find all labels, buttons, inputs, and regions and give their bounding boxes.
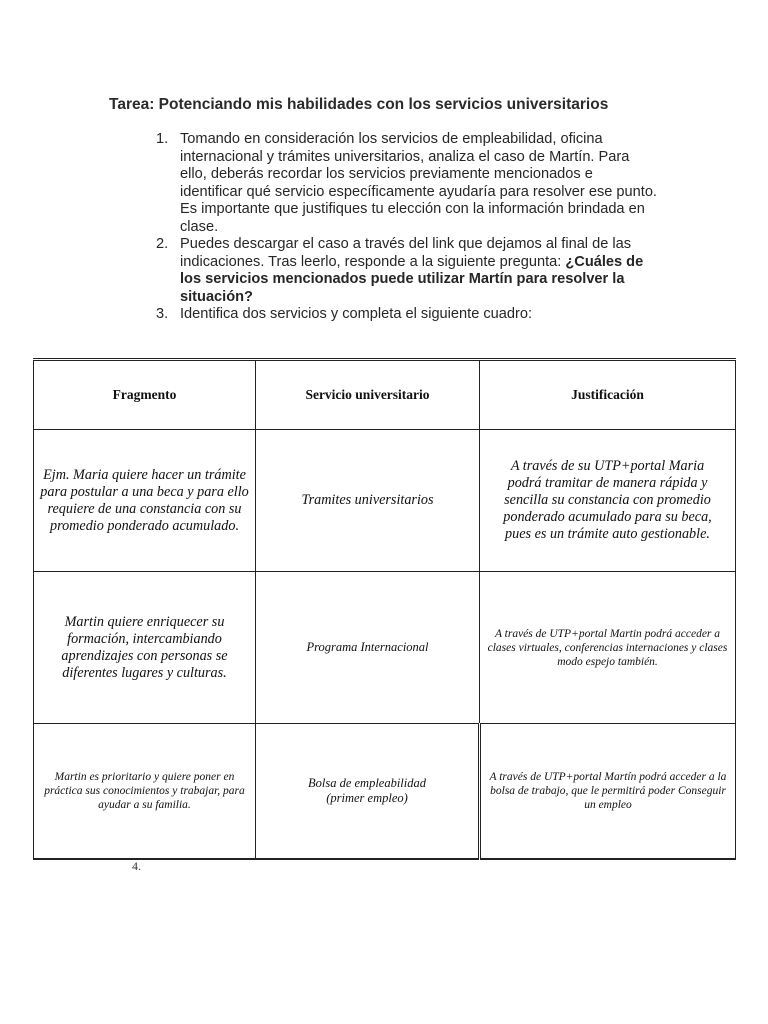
cell-servicio: Tramites universitarios	[256, 430, 480, 572]
table-row	[34, 724, 736, 859]
instruction-number: 3.	[156, 306, 169, 322]
instruction-text: Tomando en consideración los servicios de empleabilidad, oficina internacional y trámites universitarios, analiza el caso de Martín. Para ello, deberás recordar los servicios previamente mencionados e identificar qué servicio específicamente ayudaría para resolver ese punto. Es importante que justifiques tu elección con la información brindada en clase.	[180, 131, 657, 235]
instruction-text: Identifica dos servicios y completa el siguiente cuadro:	[180, 306, 533, 322]
instruction-item-2	[156, 236, 658, 306]
table-row	[34, 572, 736, 724]
cell-fragmento: Martin quiere enriquecer su formación, intercambiando aprendizajes con personas se diferentes lugares y culturas.	[34, 572, 256, 724]
cell-servicio: Programa Internacional	[256, 572, 480, 724]
instruction-item-3	[156, 306, 658, 324]
instructions-list	[156, 131, 658, 324]
header-fragmento: Fragmento	[34, 360, 256, 430]
services-table	[33, 358, 736, 860]
instruction-text: Puedes descargar el caso a través del link que dejamos al final de las indicaciones. Tras leerlo, responde a la siguiente pregunta:	[180, 236, 632, 270]
header-justificacion: Justificación	[480, 360, 736, 430]
instruction-number: 2.	[156, 236, 169, 252]
cell-justificacion: A través de su UTP+portal Maria podrá tramitar de manera rápida y sencilla su constancia con promedio ponderado acumulado para su beca, pues es un trámite auto gestionable.	[480, 430, 736, 572]
cell-justificacion: A través de UTP+portal Martin podrá acceder a clases virtuales, conferencias internaciones y clases modo espejo también.	[480, 572, 736, 724]
instruction-number: 1.	[156, 131, 169, 147]
header-servicio: Servicio universitario	[256, 360, 480, 430]
instruction-item-1	[156, 131, 658, 236]
cell-fragmento: Martin es prioritario y quiere poner en práctica sus conocimientos y trabajar, para ayudar a su familia.	[34, 724, 256, 859]
table-header-row	[34, 360, 736, 430]
page-title: Tarea: Potenciando mis habilidades con los servicios universitarios	[109, 96, 609, 113]
cell-justificacion: A través de UTP+portal Martín podrá acceder a la bolsa de trabajo, que le permitirá poder Conseguir un empleo	[480, 724, 736, 859]
instruction-question: ¿Cuáles de los servicios mencionados puede utilizar Martín para resolver la situación?	[180, 253, 644, 305]
cell-servicio: Bolsa de empleabilidad (primer empleo)	[256, 724, 480, 859]
list-number-4: 4.	[132, 859, 141, 873]
cell-fragmento: Ejm. Maria quiere hacer un trámite para postular a una beca y para ello requiere de una constancia con su promedio ponderado acumulado.	[34, 430, 256, 572]
table-row	[34, 430, 736, 572]
